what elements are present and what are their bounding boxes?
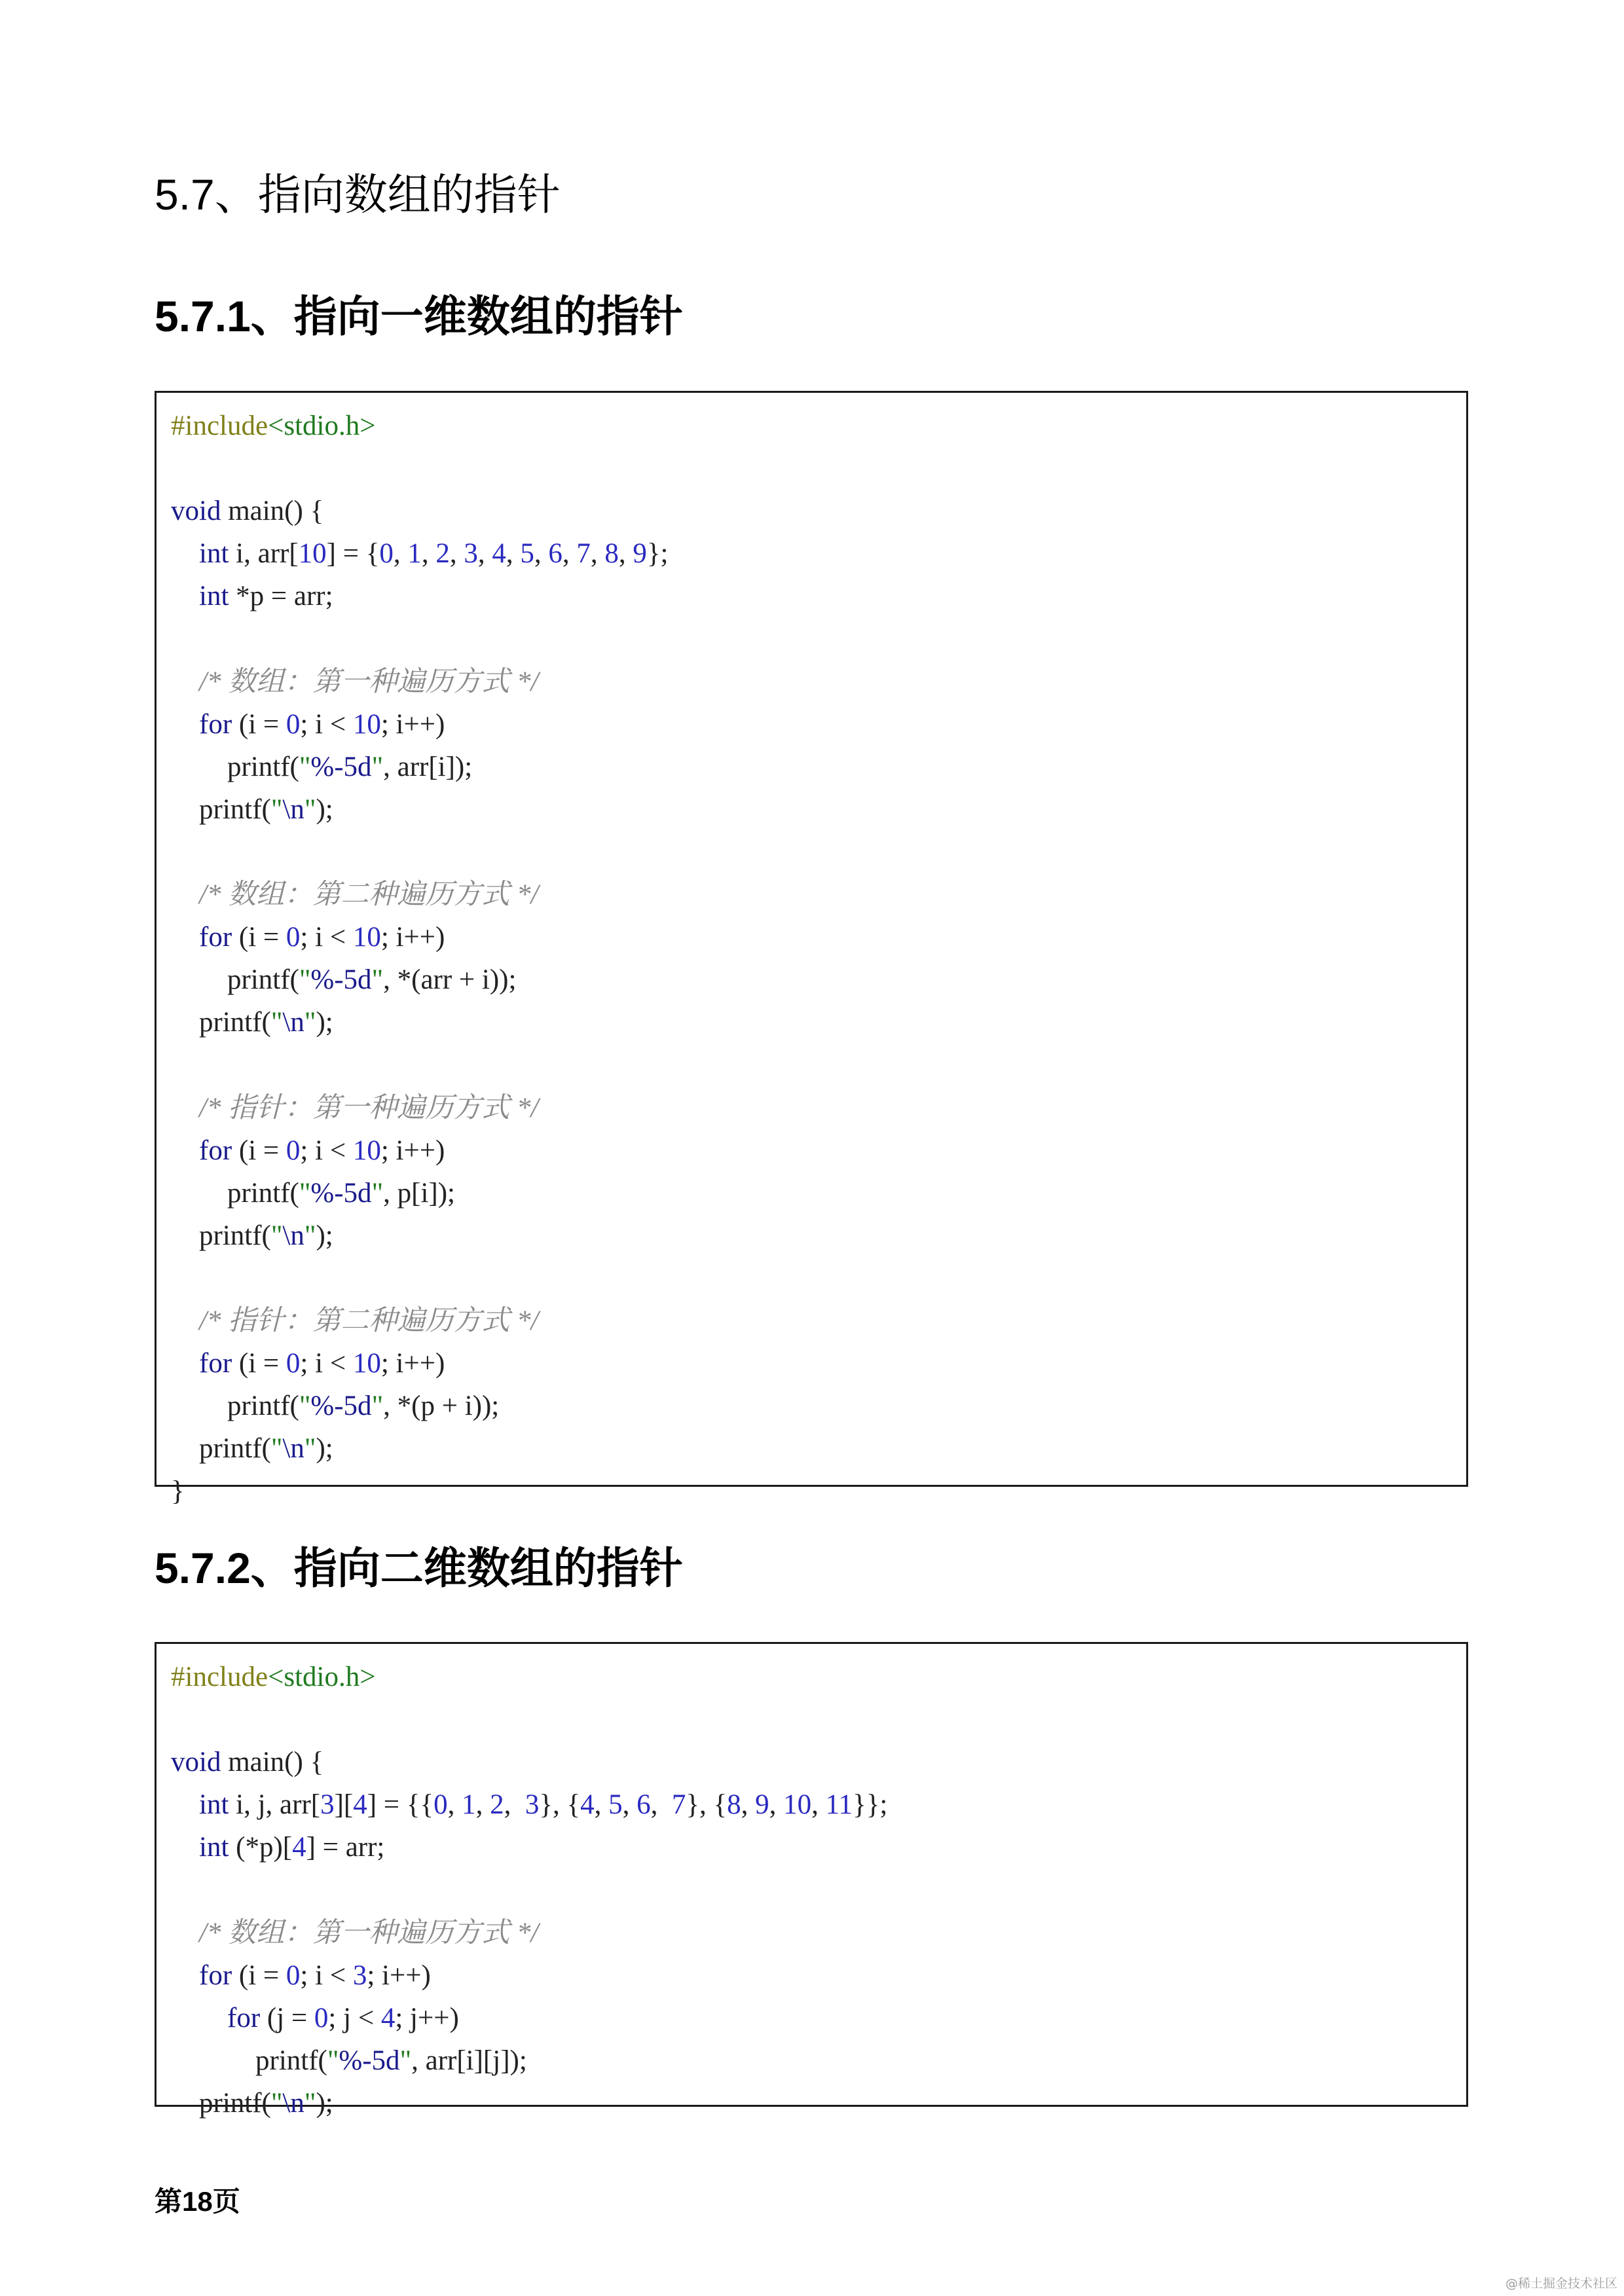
code-line: printf("\n"); xyxy=(171,793,333,825)
code-line: int (*p)[4] = arr; xyxy=(199,1832,385,1863)
code-line xyxy=(171,447,1466,490)
page-number: 第18页 xyxy=(155,2186,240,2217)
code-line: /* 数组：第二种遍历方式 */ xyxy=(199,879,539,911)
code-line: } xyxy=(171,1476,185,1507)
watermark: @稀土掘金技术社区 xyxy=(1505,2276,1617,2291)
section-title: 5.7、指向数组的指针 xyxy=(155,170,561,219)
code-line: #include<stdio.h> xyxy=(171,1662,376,1692)
code-line: for (i = 0; i < 10; i++) xyxy=(199,708,445,740)
code-line xyxy=(171,1257,1466,1300)
subsection-title-2d: 5.7.2、指向二维数组的指针 xyxy=(155,1544,683,1592)
code-content xyxy=(157,1644,1466,2124)
code-line: /* 数组：第一种遍历方式 */ xyxy=(199,666,539,697)
code-line xyxy=(171,1868,1466,1911)
code-line: void main() { xyxy=(171,496,324,527)
code-line: void main() { xyxy=(171,1747,324,1778)
code-line xyxy=(171,831,1466,873)
code-line: printf("%-5d", p[i]); xyxy=(171,1177,455,1209)
code-line: printf("\n"); xyxy=(171,1433,333,1465)
code-line: int i, j, arr[3][4] = {{0, 1, 2, 3}, {4, 5, 6, 7}, {8, 9, 10, 11}}; xyxy=(199,1789,888,1821)
code-line: for (i = 0; i < 10; i++) xyxy=(199,922,445,953)
code-line: /* 指针：第一种遍历方式 */ xyxy=(199,1092,539,1123)
code-line: #include<stdio.h> xyxy=(171,410,376,441)
code-line: /* 指针：第二种遍历方式 */ xyxy=(199,1305,539,1336)
code-line xyxy=(171,1698,1466,1741)
code-line: /* 数组：第一种遍历方式 */ xyxy=(199,1917,539,1948)
code-line xyxy=(171,617,1466,660)
code-line: printf("%-5d", arr[i]); xyxy=(171,751,473,782)
code-line: printf("\n"); xyxy=(171,1007,333,1038)
code-block-1d xyxy=(155,391,1468,1507)
code-line xyxy=(171,1044,1466,1086)
code-block-2d xyxy=(155,1642,1468,2119)
code-line: for (j = 0; j < 4; j++) xyxy=(227,2002,459,2033)
code-line: for (i = 0; i < 10; i++) xyxy=(199,1348,445,1379)
code-line: for (i = 0; i < 10; i++) xyxy=(199,1135,445,1166)
code-content xyxy=(157,393,1466,1512)
code-line: int *p = arr; xyxy=(199,581,333,612)
code-line: printf("\n"); xyxy=(171,2087,333,2119)
code-line: for (i = 0; i < 3; i++) xyxy=(199,1959,431,1991)
code-line: printf("%-5d", arr[i][j]); xyxy=(171,2045,527,2076)
code-line: printf("%-5d", *(arr + i)); xyxy=(171,964,517,996)
code-line: printf("%-5d", *(p + i)); xyxy=(171,1391,500,1422)
code-line: printf("\n"); xyxy=(171,1220,333,1251)
subsection-title-1d: 5.7.1、指向一维数组的指针 xyxy=(155,292,683,340)
code-line: int i, arr[10] = {0, 1, 2, 3, 4, 5, 6, 7, 8, 9}; xyxy=(199,538,669,570)
